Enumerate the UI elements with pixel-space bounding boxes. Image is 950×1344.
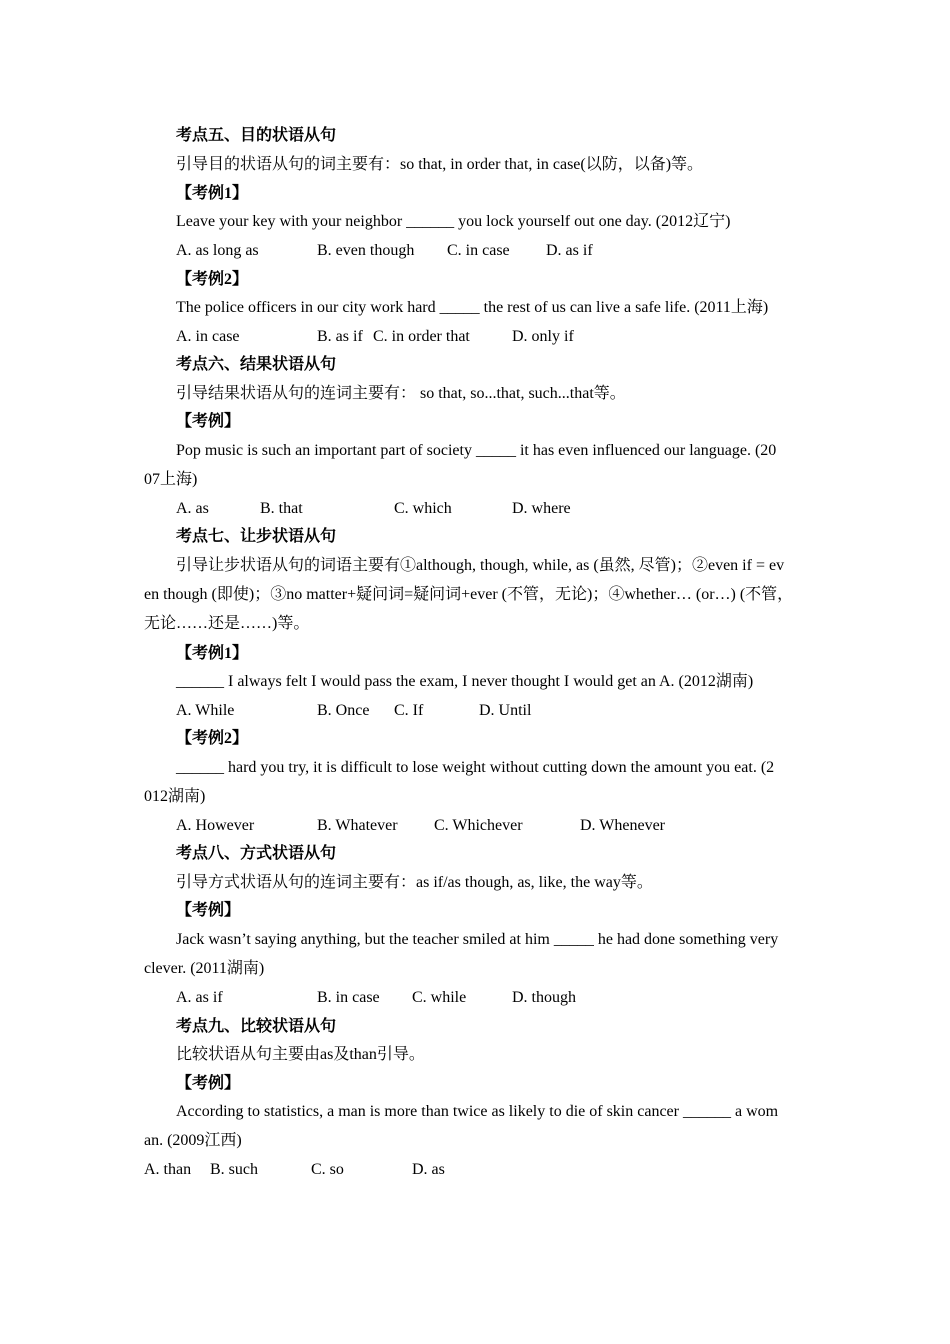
example-question-continued: 07上海) [144, 471, 198, 488]
option-b: B. that [260, 500, 303, 517]
section-heading-manner: 考点八、方式状语从句 [176, 845, 337, 862]
example-label: 【考例2】 [176, 271, 249, 288]
example-question: ______ hard you try, it is difficult to lose weight without cutting down the amount you eat. (2 [176, 759, 775, 776]
option-b: B. such [210, 1161, 258, 1178]
option-b: B. as if [317, 328, 363, 345]
example-question-continued: clever. (2011湖南) [144, 960, 265, 977]
option-a: A. However [176, 817, 255, 834]
option-c: C. so [311, 1161, 344, 1178]
example-question: The police officers in our city work hard _____ the rest of us can live a safe life. (2011上海) [176, 299, 769, 316]
example-label: 【考例1】 [176, 185, 249, 202]
option-d: D. though [512, 989, 576, 1006]
section-intro-concession-continued: 无论……还是……)等。 [144, 615, 310, 632]
example-question: Pop music is such an important part of society _____ it has even influenced our language. (20 [176, 442, 777, 459]
option-c: C. in order that [373, 328, 470, 345]
example-question-continued: 012湖南) [144, 788, 206, 805]
example-question-continued: an. (2009江西) [144, 1132, 242, 1149]
example-question: ______ I always felt I would pass the exam, I never thought I would get an A. (2012湖南) [176, 673, 754, 690]
example-label: 【考例1】 [176, 645, 249, 662]
option-c: C. Whichever [434, 817, 523, 834]
option-c: C. in case [447, 242, 510, 259]
option-a: A. than [144, 1161, 192, 1178]
option-b: B. Once [317, 702, 370, 719]
option-b: B. in case [317, 989, 380, 1006]
example-label: 【考例】 [176, 413, 241, 430]
example-label: 【考例】 [176, 902, 241, 919]
section-heading-concession: 考点七、让步状语从句 [176, 528, 337, 545]
example-label: 【考例2】 [176, 730, 249, 747]
option-b: B. Whatever [317, 817, 398, 834]
option-a: A. as if [176, 989, 223, 1006]
option-c: C. which [394, 500, 452, 517]
option-a: A. as [176, 500, 209, 517]
option-d: D. where [512, 500, 571, 517]
option-a: A. in case [176, 328, 240, 345]
section-heading-result: 考点六、结果状语从句 [176, 356, 337, 373]
example-question: Leave your key with your neighbor ______ you lock yourself out one day. (2012辽宁) [176, 213, 731, 230]
section-intro-result: 引导结果状语从句的连词主要有： so that, so...that, such...that等。 [176, 385, 626, 402]
section-intro-manner: 引导方式状语从句的连词主要有：as if/as though, as, like, the way等。 [176, 874, 653, 891]
section-intro-concession: 引导让步状语从句的词语主要有①although, though, while, as (虽然, 尽管)；②even if = ev [176, 557, 785, 574]
section-heading-purpose: 考点五、目的状语从句 [176, 127, 337, 144]
option-d: D. Whenever [580, 817, 665, 834]
example-label: 【考例】 [176, 1075, 241, 1092]
option-c: C. while [412, 989, 467, 1006]
example-question: According to statistics, a man is more than twice as likely to die of skin cancer ______ a wom [176, 1103, 779, 1120]
option-d: D. Until [479, 702, 532, 719]
option-a: A. as long as [176, 242, 259, 259]
option-d: D. as if [546, 242, 593, 259]
section-heading-comparison: 考点九、比较状语从句 [176, 1018, 337, 1035]
section-intro-concession-continued: en though (即使)；③no matter+疑问词=疑问词+ever (不管，无论)；④whether… (or…) (不管， [144, 586, 794, 603]
option-a: A. While [176, 702, 235, 719]
option-c: C. If [394, 702, 424, 719]
option-d: D. only if [512, 328, 574, 345]
section-intro-purpose: 引导目的状语从句的词主要有：so that, in order that, in case(以防，以备)等。 [176, 156, 704, 173]
section-intro-comparison: 比较状语从句主要由as及than引导。 [176, 1046, 425, 1063]
option-b: B. even though [317, 242, 415, 259]
option-d: D. as [412, 1161, 445, 1178]
example-question: Jack wasn’t saying anything, but the teacher smiled at him _____ he had done something very [176, 931, 779, 948]
